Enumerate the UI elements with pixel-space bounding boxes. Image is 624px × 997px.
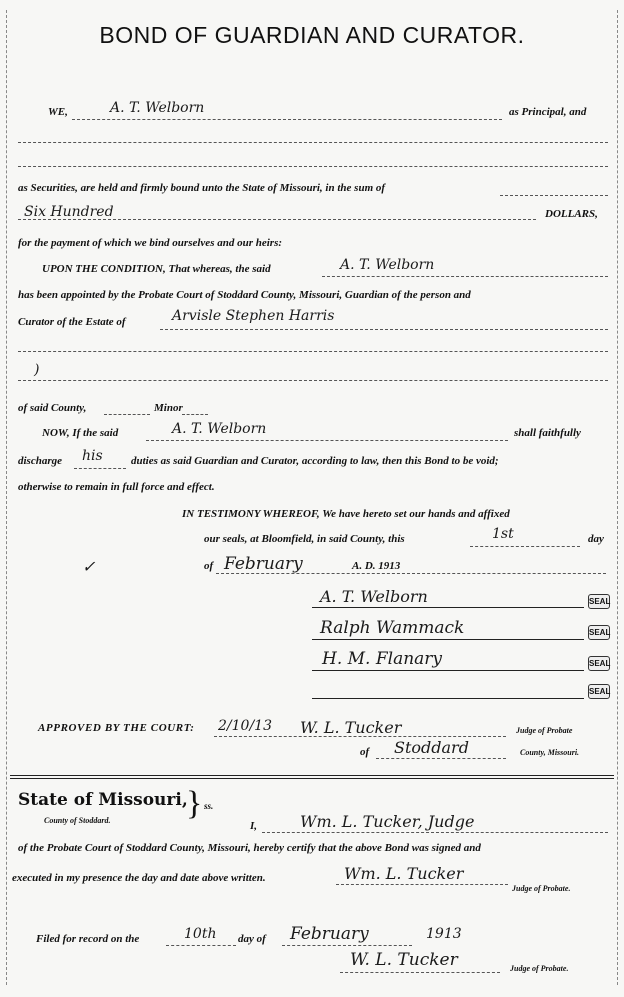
- certificate-signature: Wm. L. Tucker: [344, 864, 464, 883]
- day-value: 1st: [492, 526, 514, 542]
- dollars-label: DOLLARS,: [545, 208, 598, 220]
- amount-value: Six Hundred: [24, 204, 114, 220]
- paren-mark: ): [34, 362, 40, 378]
- faithfully-text: shall faithfully: [514, 427, 581, 439]
- his-value: his: [82, 448, 103, 464]
- cert-sig-line: [336, 884, 508, 885]
- signature-1: A. T. Welborn: [320, 587, 428, 606]
- filed-label: Filed for record on the: [36, 933, 140, 945]
- sureties-text: as Securities, are held and firmly bound unto the State of Missouri, in the sum of: [18, 182, 386, 194]
- brace: }: [186, 785, 203, 822]
- day-word: day: [588, 533, 604, 545]
- blank-line: [18, 142, 608, 143]
- signature-line-3: [312, 670, 584, 671]
- guardian-line: [322, 276, 608, 277]
- blank-line: [500, 195, 608, 196]
- appointed-text: has been appointed by the Probate Court of Stoddard County, Missouri, Guardian of the person and: [18, 289, 471, 301]
- signature-3: H. M. Flanary: [322, 649, 443, 669]
- cert-judge-label: Judge of Probate.: [512, 884, 571, 893]
- otherwise-text: otherwise to remain in full force and effect.: [18, 481, 215, 493]
- seal-4: SEAL: [588, 684, 610, 699]
- curator-text: Curator of the Estate of: [18, 316, 126, 328]
- minor-label: Minor: [154, 402, 183, 414]
- pen-mark: ✓: [82, 557, 96, 576]
- name-line: [146, 440, 508, 441]
- blank-line: [104, 414, 150, 415]
- of-word-2: of: [360, 746, 370, 758]
- ss-label: ss.: [204, 801, 214, 811]
- document-title: BOND OF GUARDIAN AND CURATOR.: [99, 22, 525, 48]
- seal-2: SEAL: [588, 625, 610, 640]
- signature-line-1: [312, 607, 584, 608]
- section-divider: [10, 775, 614, 776]
- judge-name-line: [262, 832, 608, 833]
- month-value: February: [224, 554, 303, 574]
- filed-day: 10th: [184, 926, 217, 942]
- principal-line: [72, 119, 502, 120]
- seal-1: SEAL: [588, 594, 610, 609]
- county-missouri-label: County, Missouri.: [520, 748, 580, 757]
- ward-name: Arvisle Stephen Harris: [172, 308, 335, 324]
- blank-line: [18, 380, 608, 381]
- testimony-line2: our seals, at Bloomfield, in said County, this: [204, 533, 405, 545]
- filed-month-line: [282, 945, 412, 946]
- state-of-missouri: State of Missouri,: [18, 790, 188, 810]
- ward-line: [160, 329, 608, 330]
- county-line: [376, 758, 506, 759]
- left-border: [6, 10, 7, 985]
- judge-of-probate-label: Judge of Probate: [516, 726, 573, 735]
- now-text: NOW, If the said: [42, 427, 119, 439]
- his-line: [74, 468, 126, 469]
- guardian-name: A. T. Welborn: [340, 257, 435, 273]
- of-word: of: [204, 560, 214, 572]
- approval-county: Stoddard: [394, 738, 469, 757]
- filed-month: February: [290, 924, 369, 944]
- county-text: of said County,: [18, 402, 87, 414]
- blank-line: [18, 351, 608, 352]
- i-label: I,: [250, 820, 258, 832]
- county-of-stoddard: County of Stoddard.: [44, 816, 111, 825]
- filing-signature: W. L. Tucker: [350, 950, 458, 970]
- signature-line-2: [312, 639, 584, 640]
- blank-line: [18, 166, 608, 167]
- we-label: WE,: [48, 106, 68, 118]
- seal-3: SEAL: [588, 656, 610, 671]
- filing-judge-label: Judge of Probate.: [510, 964, 569, 973]
- filed-day-line: [166, 945, 236, 946]
- duties-text: duties as said Guardian and Curator, according to law, then this Bond to be void;: [131, 455, 499, 467]
- blank-line: [182, 414, 208, 415]
- now-name: A. T. Welborn: [172, 421, 267, 437]
- day-line: [470, 546, 580, 547]
- certificate-line1: of the Probate Court of Stoddard County, Missouri, hereby certify that the above Bond was signed and: [18, 842, 481, 854]
- filed-day-of: day of: [238, 933, 266, 945]
- principal-name: A. T. Welborn: [110, 100, 205, 116]
- signature-2: Ralph Wammack: [320, 618, 465, 638]
- condition-text: UPON THE CONDITION, That whereas, the said: [42, 263, 271, 275]
- certifying-judge: Wm. L. Tucker, Judge: [300, 812, 475, 831]
- ad-text: A. D. 1913: [352, 560, 401, 572]
- filed-sig-line: [340, 972, 500, 973]
- certificate-line2: executed in my presence the day and date above written.: [12, 872, 266, 884]
- as-principal-label: as Principal, and: [509, 106, 587, 118]
- approved-label: APPROVED BY THE COURT:: [38, 722, 195, 734]
- approval-date: 2/10/13: [218, 718, 272, 734]
- section-divider: [10, 778, 614, 779]
- payment-text: for the payment of which we bind ourselves and our heirs:: [18, 237, 283, 249]
- discharge-text: discharge: [18, 455, 62, 467]
- right-border: [617, 10, 618, 985]
- signature-line-4: [312, 698, 584, 699]
- approval-judge-signature: W. L. Tucker: [300, 718, 402, 737]
- filed-year: 1913: [426, 926, 462, 942]
- testimony-line1: IN TESTIMONY WHEREOF, We have hereto set our hands and affixed: [182, 508, 510, 520]
